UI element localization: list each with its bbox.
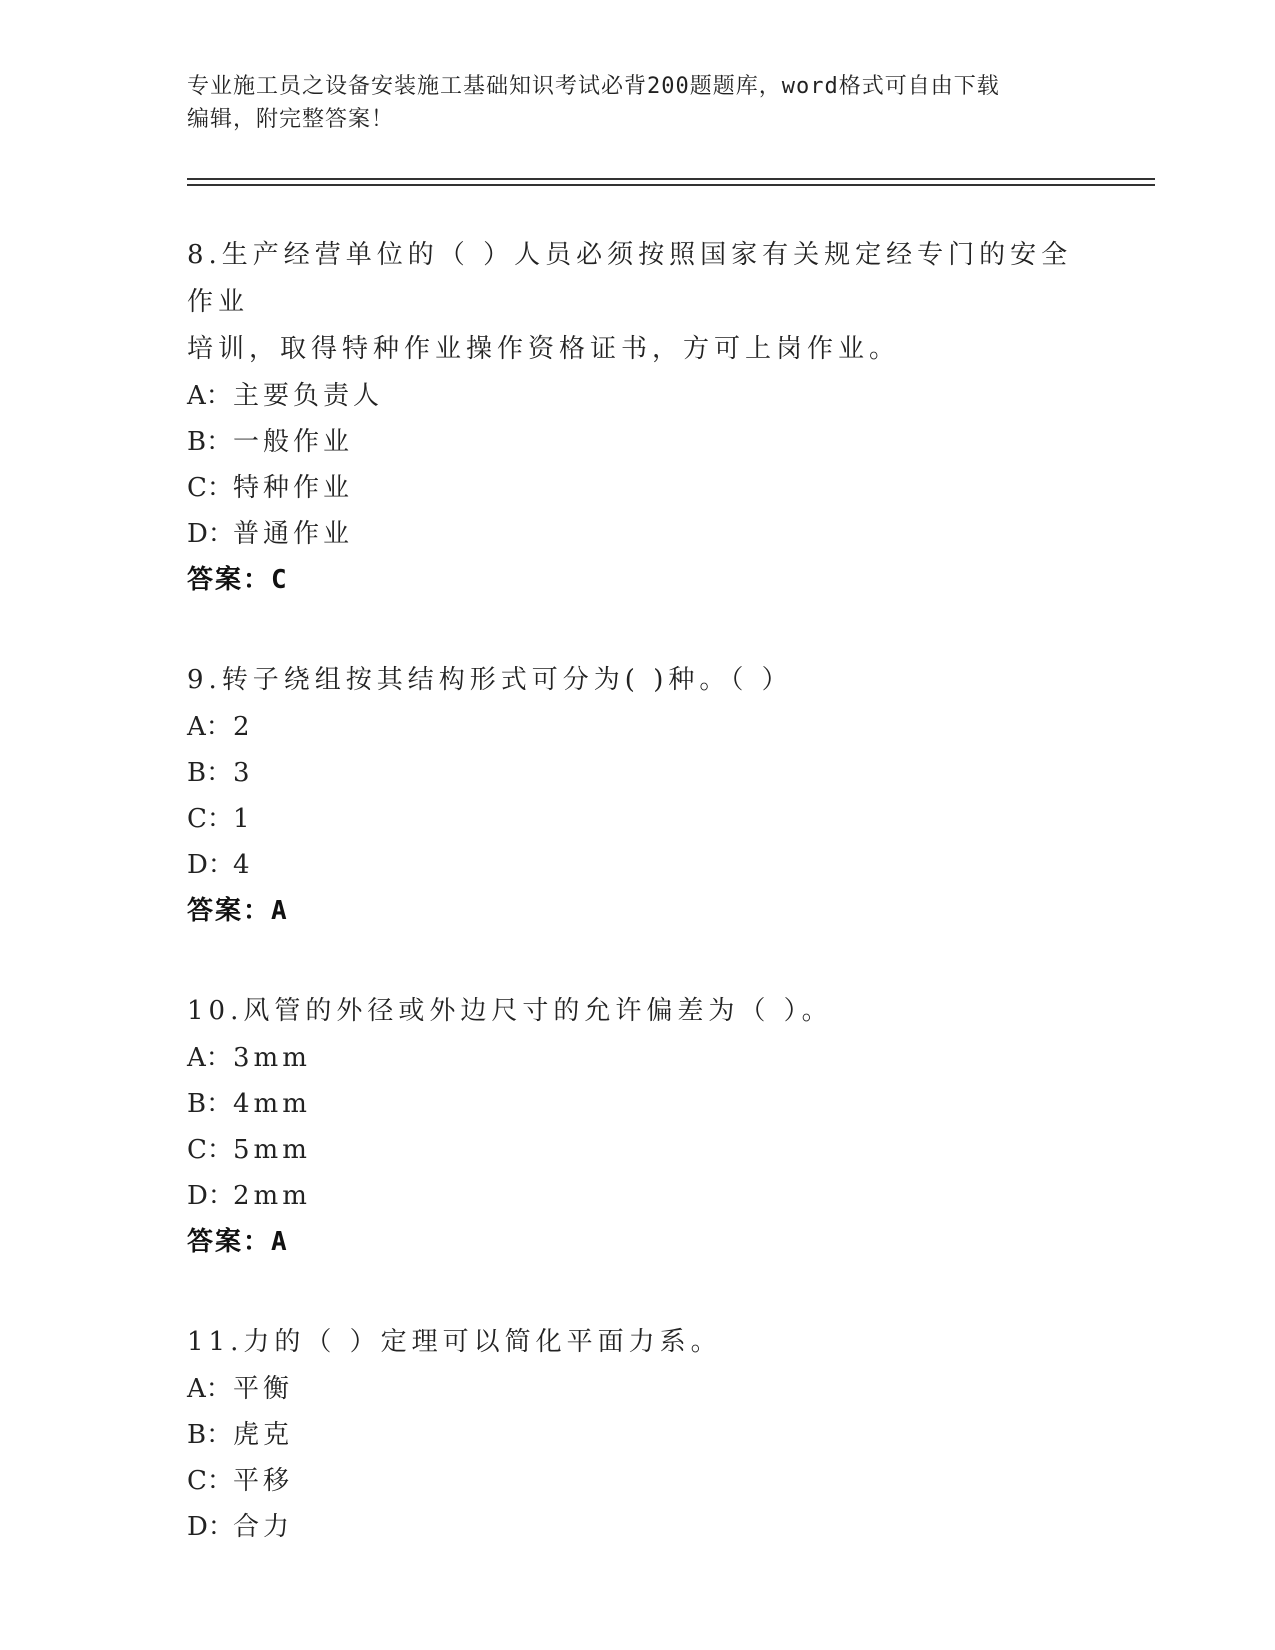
option-key: D： <box>187 850 234 880</box>
option-key: B： <box>187 1420 233 1450</box>
option-text: 特种作业 <box>233 473 354 503</box>
option-key: D： <box>187 1181 234 1211</box>
option-a <box>187 704 1087 750</box>
document-header <box>187 70 1087 136</box>
option-text: 一般作业 <box>233 427 354 457</box>
option-text: 平衡 <box>233 1374 294 1404</box>
header-divider-top <box>187 178 1155 180</box>
option-text: 1 <box>233 804 254 834</box>
question-9 <box>187 657 1087 934</box>
option-key: B： <box>187 758 233 788</box>
option-key: A： <box>187 712 232 742</box>
option-key: C： <box>187 1135 233 1165</box>
option-d <box>187 1504 1087 1550</box>
option-text: 虎克 <box>233 1420 294 1450</box>
question-11 <box>187 1319 1087 1550</box>
answer: 答案：C <box>187 565 289 595</box>
option-text: 平移 <box>233 1466 294 1496</box>
question-text-continued: 培训，取得特种作业操作资格证书，方可上岗作业。 <box>187 334 901 364</box>
option-text: 2 <box>233 712 254 742</box>
option-key: B： <box>187 1089 233 1119</box>
header-divider-bottom <box>187 184 1155 186</box>
option-key: C： <box>187 473 233 503</box>
option-d <box>187 1173 1087 1219</box>
answer: 答案：A <box>187 896 289 926</box>
question-text: 11.力的（ ）定理可以简化平面力系。 <box>187 1327 722 1357</box>
option-b <box>187 1412 1087 1458</box>
option-a <box>187 1035 1087 1081</box>
option-key: A： <box>187 1374 232 1404</box>
option-d <box>187 511 1087 557</box>
option-text: 主要负责人 <box>233 381 384 411</box>
option-b <box>187 1081 1087 1127</box>
option-a <box>187 373 1087 419</box>
option-text: 4 <box>233 850 254 880</box>
option-b <box>187 419 1087 465</box>
option-key: B： <box>187 427 233 457</box>
option-text: 3 <box>233 758 254 788</box>
question-list <box>187 232 1087 1604</box>
option-text: 5mm <box>233 1135 311 1165</box>
option-key: D： <box>187 1512 234 1542</box>
option-key: A： <box>187 381 232 411</box>
option-b <box>187 750 1087 796</box>
option-text: 4mm <box>233 1089 311 1119</box>
option-text: 合力 <box>233 1512 294 1542</box>
option-c <box>187 1127 1087 1173</box>
option-c <box>187 796 1087 842</box>
option-c <box>187 465 1087 511</box>
option-c <box>187 1458 1087 1504</box>
option-text: 3mm <box>233 1043 311 1073</box>
option-a <box>187 1366 1087 1412</box>
answer: 答案：A <box>187 1227 289 1257</box>
option-key: D： <box>187 519 234 549</box>
option-key: C： <box>187 1466 233 1496</box>
option-key: A： <box>187 1043 232 1073</box>
option-text: 普通作业 <box>233 519 354 549</box>
question-text: 10.风管的外径或外边尺寸的允许偏差为（ ）。 <box>187 996 833 1026</box>
header-line-2: 编辑，附完整答案！ <box>187 107 395 132</box>
question-text: 9.转子绕组按其结构形式可分为( )种。（ ） <box>187 665 793 695</box>
option-d <box>187 842 1087 888</box>
question-10 <box>187 988 1087 1265</box>
question-8 <box>187 232 1087 603</box>
header-line-1: 专业施工员之设备安装施工基础知识考试必背200题题库，word格式可自由下载 <box>187 74 1000 99</box>
question-text: 8.生产经营单位的（ ）人员必须按照国家有关规定经专门的安全作业 <box>187 240 1073 317</box>
option-text: 2mm <box>233 1181 311 1211</box>
option-key: C： <box>187 804 233 834</box>
